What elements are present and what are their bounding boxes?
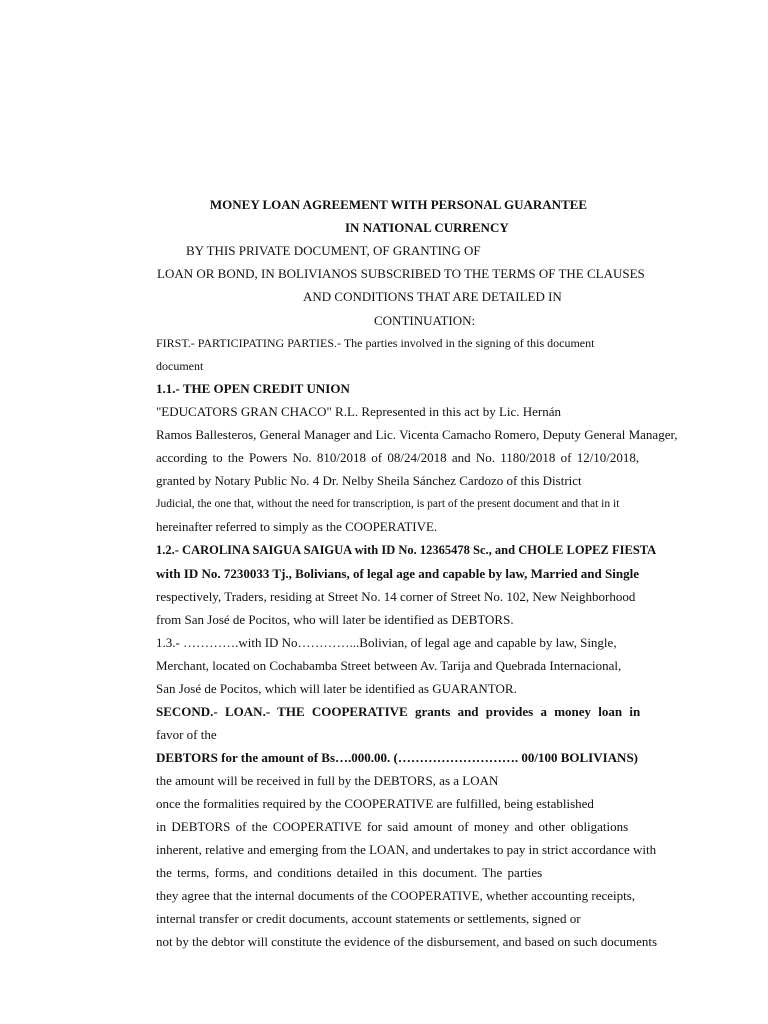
body-line: document bbox=[156, 359, 204, 373]
body-line: once the formalities required by the COOPERATIVE are fulfilled, being established bbox=[156, 796, 594, 811]
body-line: internal transfer or credit documents, account statements or settlements, signed or bbox=[156, 911, 581, 926]
body-line: San José de Pocitos, which will later be identified as GUARANTOR. bbox=[156, 681, 517, 696]
body-line bbox=[156, 335, 680, 351]
body-line: not by the debtor will constitute the evidence of the disbursement, and based on such documents bbox=[156, 934, 658, 949]
body-line: respectively, Traders, residing at Street No. 14 corner of Street No. 102, New Neighborhood bbox=[156, 589, 636, 604]
body-line: Merchant, located on Cochabamba Street between Av. Tarija and Quebrada Internacional, bbox=[156, 658, 622, 673]
document-title: MONEY LOAN AGREEMENT WITH PERSONAL GUARANTEE bbox=[209, 197, 588, 212]
body-line: from San José de Pocitos, who will later be identified as DEBTORS. bbox=[156, 612, 514, 627]
intro-line: AND CONDITIONS THAT ARE DETAILED IN bbox=[303, 289, 562, 304]
section-heading: SECOND.- LOAN.- THE COOPERATIVE grants and provides a money loan in bbox=[156, 704, 641, 719]
intro-line: LOAN OR BOND, IN BOLIVIANOS SUBSCRIBED TO THE TERMS OF THE CLAUSES bbox=[157, 266, 645, 281]
document-subtitle: IN NATIONAL CURRENCY bbox=[345, 220, 509, 235]
section-heading: with ID No. 7230033 Tj., Bolivians, of legal age and capable by law, Married and Single bbox=[156, 566, 639, 581]
body-line: the amount will be received in full by the DEBTORS, as a LOAN bbox=[156, 773, 499, 788]
body-line: granted by Notary Public No. 4 Dr. Nelby Sheila Sánchez Cardozo of this District bbox=[156, 473, 582, 488]
body-line: Judicial, the one that, without the need for transcription, is part of the present document and that in it bbox=[156, 498, 620, 510]
body-line: they agree that the internal documents of the COOPERATIVE, whether accounting receipts, bbox=[156, 888, 636, 903]
intro-line: CONTINUATION: bbox=[374, 313, 476, 328]
body-line: according to the Powers No. 810/2018 of 08/24/2018 and No. 1180/2018 of 12/10/2018, bbox=[156, 450, 640, 465]
body-line: the terms, forms, and conditions detailed in this document. The parties bbox=[156, 865, 543, 880]
body-line: hereinafter referred to simply as the COOPERATIVE. bbox=[156, 519, 438, 534]
body-text: FIRST.- PARTICIPATING PARTIES.- The parties involved in the signing of this document bbox=[156, 336, 595, 350]
loan-amount-line: DEBTORS for the amount of Bs….000.00. (………………………. 00/100 BOLIVIANS) bbox=[156, 750, 639, 765]
body-line: in DEBTORS of the COOPERATIVE for said amount of money and other obligations bbox=[156, 819, 629, 834]
intro-line: BY THIS PRIVATE DOCUMENT, OF GRANTING OF bbox=[186, 243, 481, 258]
body-line: Ramos Ballesteros, General Manager and Lic. Vicenta Camacho Romero, Deputy General Manager, bbox=[156, 427, 678, 442]
section-heading: 1.2.- CAROLINA SAIGUA SAIGUA with ID No. 12365478 Sc., and CHOLE LOPEZ FIESTA bbox=[156, 543, 657, 557]
body-line: 1.3.- ………….with ID No…………...Bolivian, of legal age and capable by law, Single, bbox=[156, 635, 617, 650]
body-line: "EDUCATORS GRAN CHACO" R.L. Represented in this act by Lic. Hernán bbox=[156, 404, 562, 419]
body-line: favor of the bbox=[156, 727, 217, 742]
body-line: inherent, relative and emerging from the LOAN, and undertakes to pay in strict accordance with bbox=[156, 842, 657, 857]
section-heading: 1.1.- THE OPEN CREDIT UNION bbox=[156, 381, 350, 396]
